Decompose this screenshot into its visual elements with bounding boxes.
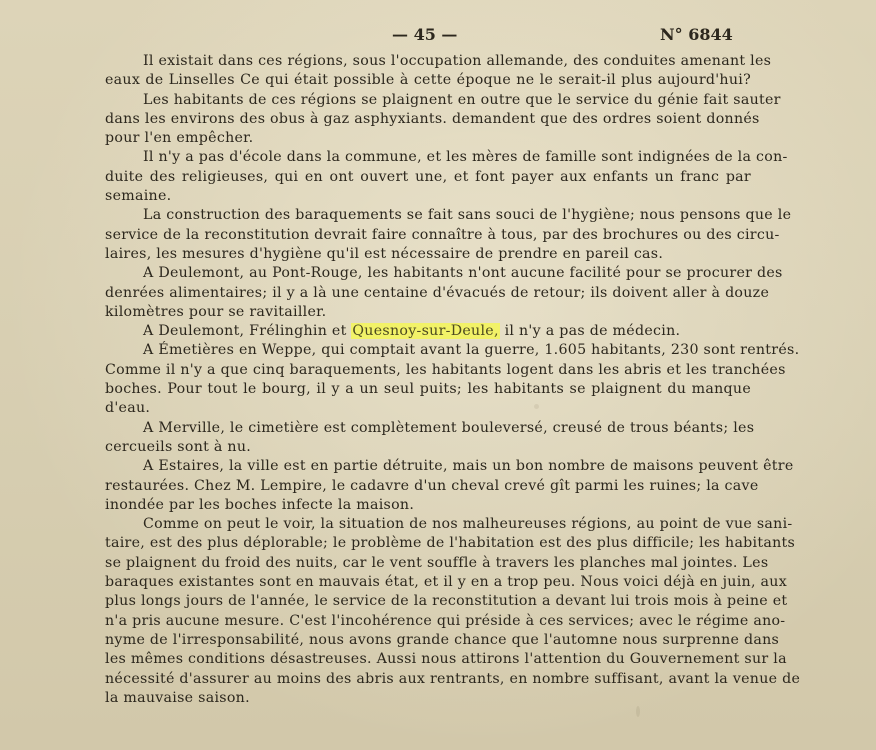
highlight-line-before: A Deulemont, Frélinghin et — [143, 323, 347, 340]
text-line: la mauvaise saison. — [105, 689, 250, 706]
text-line: A Estaires, la ville est en partie détruite, mais un bon nombre de maisons peuvent être — [143, 458, 794, 475]
text-line: d'eau. — [105, 400, 151, 417]
text-line: A Émetières en Weppe, qui comptait avant la guerre, 1.605 habitants, 230 sont rentrés. — [143, 342, 800, 359]
text-line: Les habitants de ces régions se plaignent en outre que le service du génie fait sauter — [143, 91, 781, 108]
text-line: baraques existantes sont en mauvais état, et il y en a trop peu. Nous voici déjà en juin, aux — [105, 574, 788, 591]
text-line: nyme de l'irresponsabilité, nous avons grande chance que l'automne nous surprenne dans — [105, 631, 780, 648]
text-line: A Deulemont, au Pont-Rouge, les habitants n'ont aucune facilité pour se procurer des — [143, 265, 783, 282]
text-line: semaine. — [105, 188, 172, 205]
text-line: denrées alimentaires; il y a là une centaine d'évacués de retour; ils doivent aller à douze — [105, 284, 770, 301]
text-line: kilomètres pour se ravitailler. — [105, 303, 327, 320]
text-line: pour l'en empêcher. — [105, 130, 254, 147]
highlighted-place-name: Quesnoy-sur-Deule, — [352, 323, 499, 340]
text-line: les mêmes conditions désastreuses. Aussi nous attirons l'attention du Gouvernement sur la — [105, 651, 787, 668]
text-line: se plaignent du froid des nuits, car le vent souffle à travers les planches mal jointes. Les — [105, 554, 769, 571]
text-line: A Merville, le cimetière est complètement bouleversé, creusé de trous béants; les — [143, 419, 755, 436]
text-line: eaux de Linselles Ce qui était possible à cette époque ne le serait-il plus aujourd'hui? — [105, 72, 751, 89]
text-line: inondée par les boches infecte la maison. — [105, 496, 415, 513]
text-line: duite des religieuses, qui en ont ouvert une, et font payer aux enfants un franc par — [105, 168, 751, 185]
highlight-line-after: il n'y a pas de médecin. — [504, 323, 681, 340]
text-line: Il existait dans ces régions, sous l'occupation allemande, des conduites amenant les — [143, 53, 772, 69]
text-line: nécessité d'assurer au moins des abris aux rentrants, en nombre suffisant, avant la venue de — [105, 670, 801, 687]
text-line: Comme on peut le voir, la situation de nos malheureuses régions, au point de vue sani- — [143, 516, 793, 533]
document-number: N° 6844 — [660, 25, 733, 44]
body-text — [105, 52, 801, 708]
text-line: cercueils sont à nu. — [105, 438, 252, 455]
text-line: La construction des baraquements se fait sans souci de l'hygiène; nous pensons que le — [143, 207, 792, 224]
text-line: restaurées. Chez M. Lempire, le cadavre d'un cheval crevé gît parmi les ruines; la cave — [105, 477, 759, 494]
page-header — [0, 21, 876, 47]
page-number: — 45 — — [392, 25, 458, 44]
text-line: Comme il n'y a que cinq baraquements, les habitants logent dans les abris et les tranchées — [105, 361, 786, 378]
text-line: n'a pris aucune mesure. C'est l'incohérence qui préside à ces services; avec le régime ano- — [105, 612, 786, 629]
text-line: laires, les mesures d'hygiène qu'il est nécessaire de prendre en pareil cas. — [105, 245, 664, 262]
text-line: taire, est des plus déplorable; le problème de l'habitation est des plus difficile; les habitants — [105, 535, 796, 552]
text-line: service de la reconstitution devrait faire connaître à tous, par des brochures ou des circu- — [105, 226, 780, 243]
text-line: plus longs jours de l'année, le service de la reconstitution a devant lui trois mois à peine et — [105, 593, 788, 610]
text-line: dans les environs des obus à gaz asphyxiants. demandent que des ordres soient donnés — [105, 110, 760, 127]
text-line: boches. Pour tout le bourg, il y a un seul puits; les habitants se plaignent du manque — [105, 381, 751, 398]
highlighted-line — [105, 322, 751, 341]
text-line: Il n'y a pas d'école dans la commune, et les mères de famille sont indignées de la con- — [143, 149, 788, 166]
